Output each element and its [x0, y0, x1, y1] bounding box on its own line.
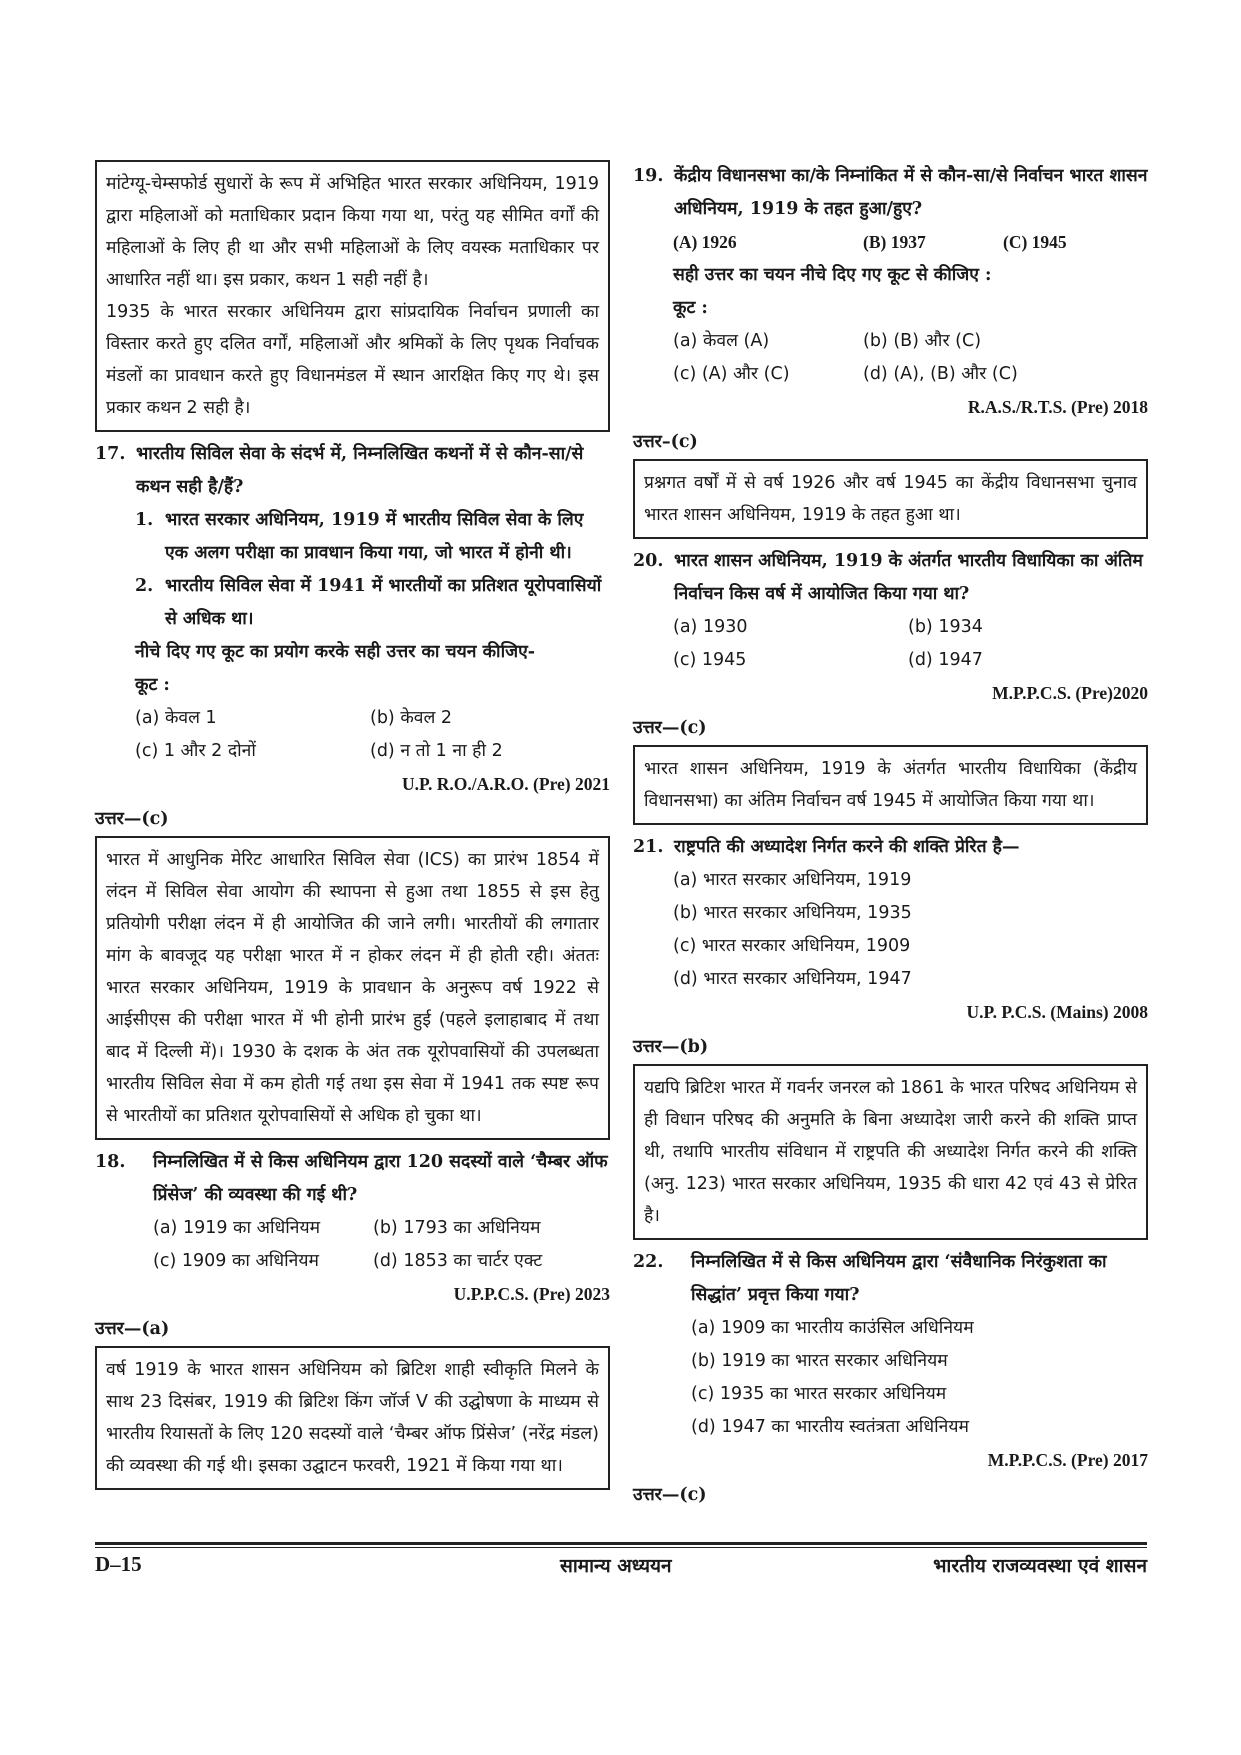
instruction: सही उत्तर का चयन नीचे दिए गए कूट से कीजिए : — [673, 265, 992, 285]
question-text: निम्नलिखित में से किस अधिनियम द्वारा 120 सदस्यों वाले ‘चैम्बर ऑफ प्रिंसेज’ की व्यवस्था की गई थी? — [153, 1152, 608, 1205]
statement-number: 1. — [135, 510, 154, 530]
explanation-para: यद्यपि ब्रिटिश भारत में गवर्नर जनरल को 1861 के भारत परिषद अधिनियम से ही विधान परिषद की अनुमति के बिना अध्यादेश जारी करने की शक्ति प्राप्त थी, तथापि भारतीय संविधान में राष्ट्रपति की अध्यादेश निर्गत करने की शक्ति (अनु. 123) भारत सरकार अधिनियम, 1935 की धारा 42 एवं 43 से प्रेरित है। — [644, 1078, 1137, 1226]
question-text: निम्नलिखित में से किस अधिनियम द्वारा ‘संवैधानिक निरंकुशता का सिद्धांत’ प्रवृत्त किया गया? — [691, 1252, 1107, 1305]
koot-label: कूट : — [135, 675, 170, 695]
statement-1 — [135, 504, 610, 570]
option-d: (d) भारत सरकार अधिनियम, 1947 — [673, 969, 912, 989]
option-b: (b) केवल 2 — [370, 708, 453, 728]
page-number: D–15 — [95, 1552, 142, 1576]
answer-label: उत्तर–(c) — [633, 432, 698, 452]
option-b: (b) 1919 का भारत सरकार अधिनियम — [691, 1351, 948, 1371]
exam-source: U.P. P.C.S. (Mains) 2008 — [966, 1002, 1148, 1022]
question-number: 18. — [95, 1152, 126, 1172]
question-18 — [95, 1146, 610, 1212]
option-a: (a) केवल (A) — [673, 331, 770, 351]
options-21 — [673, 864, 1148, 996]
statement-text: भारत सरकार अधिनियम, 1919 में भारतीय सिविल सेवा के लिए एक अलग परीक्षा का प्रावधान किया गया, जो भारत में होनी थी। — [165, 510, 584, 563]
statement-2 — [135, 570, 610, 636]
explanation-para: वर्ष 1919 के भारत शासन अधिनियम को ब्रिटिश शाही स्वीकृति मिलने के साथ 23 दिसंबर, 1919 की ब्रिटिश किंग जॉर्ज V की उद्घोषणा के माध्यम से भारतीय रियासतों के लिए 120 सदस्यों वाले ‘चैम्बर ऑफ प्रिंसेज’ (नरेंद्र मंडल) की व्यवस्था की गई थी। इसका उद्घाटन फरवरी, 1921 में किया गया था। — [106, 1360, 599, 1476]
question-text: केंद्रीय विधानसभा का/के निम्नांकित में से कौन-सा/से निर्वाचन भारत शासन अधिनियम, 1919 के तहत हुआ/हुए? — [674, 166, 1148, 219]
explanation-box-17 — [95, 836, 610, 1140]
question-21 — [633, 831, 1148, 864]
exam-source: M.P.P.C.S. (Pre) 2017 — [987, 1450, 1148, 1470]
item-b: (B) 1937 — [863, 232, 926, 252]
footer-subject: सामान्य अध्ययन — [560, 1555, 672, 1577]
right-column — [633, 160, 1148, 1512]
footer-rule — [95, 1542, 1147, 1545]
option-b: (b) (B) और (C) — [863, 331, 982, 351]
answer-label: उत्तर—(c) — [633, 718, 707, 738]
item-c: (C) 1945 — [1003, 232, 1067, 252]
footer-rule-thin — [95, 1547, 1147, 1548]
option-a: (a) भारत सरकार अधिनियम, 1919 — [673, 870, 912, 890]
explanation-box-18 — [95, 1346, 610, 1490]
explanation-para: 1935 के भारत सरकार अधिनियम द्वारा सांप्रदायिक निर्वाचन प्रणाली का विस्तार करते हुए दलित वर्गों, महिलाओं और श्रमिकों के लिए पृथक निर्वाचक मंडलों का प्रावधान करते हुए विधानमंडल में स्थान आरक्षित किए गए थे। इस प्रकार कथन 2 सही है। — [106, 302, 599, 418]
option-b: (b) भारत सरकार अधिनियम, 1935 — [673, 903, 912, 923]
left-column — [95, 160, 610, 1496]
question-number: 21. — [633, 837, 664, 857]
explanation-box-20 — [633, 745, 1148, 825]
explanation-box-19 — [633, 459, 1148, 539]
exam-source: U.P. R.O./A.R.O. (Pre) 2021 — [401, 774, 610, 794]
options-19 — [673, 325, 1148, 391]
option-c: (c) (A) और (C) — [673, 364, 790, 384]
footer-title: भारतीय राजव्यवस्था एवं शासन — [933, 1555, 1147, 1577]
option-c: (c) 1909 का अधिनियम — [153, 1251, 319, 1271]
explanation-para: प्रश्नगत वर्षों में से वर्ष 1926 और वर्ष 1945 का केंद्रीय विधानसभा चुनाव भारत शासन अधिनियम, 1919 के तहत हुआ था। — [644, 473, 1137, 525]
option-a: (a) केवल 1 — [135, 708, 217, 728]
option-c: (c) 1 और 2 दोनों — [135, 741, 256, 761]
option-a: (a) 1930 — [673, 617, 748, 637]
question-number: 17. — [95, 444, 126, 464]
option-d: (d) 1853 का चार्टर एक्ट — [373, 1251, 543, 1271]
koot-label: कूट : — [673, 298, 708, 318]
explanation-box-21 — [633, 1064, 1148, 1240]
item-a: (A) 1926 — [673, 232, 737, 252]
option-c: (c) भारत सरकार अधिनियम, 1909 — [673, 936, 911, 956]
options-22 — [691, 1312, 1148, 1444]
statement-text: भारतीय सिविल सेवा में 1941 में भारतीयों का प्रतिशत यूरोपवासियों से अधिक था। — [165, 576, 602, 629]
question-20 — [633, 545, 1148, 611]
option-d: (d) 1947 — [908, 650, 983, 670]
question-text: राष्ट्रपति की अध्यादेश निर्गत करने की शक्ति प्रेरित है— — [674, 837, 1020, 857]
exam-source: U.P.P.C.S. (Pre) 2023 — [453, 1284, 610, 1304]
explanation-para: भारत शासन अधिनियम, 1919 के अंतर्गत भारतीय विधायिका (केंद्रीय विधानसभा) का अंतिम निर्वाचन वर्ष 1945 में आयोजित किया गया था। — [644, 759, 1137, 811]
question-text: भारतीय सिविल सेवा के संदर्भ में, निम्नलिखित कथनों में से कौन-सा/से कथन सही है/हैं? — [136, 444, 584, 497]
answer-label: उत्तर—(c) — [95, 809, 169, 829]
explanation-para: मांटेग्यू-चेम्सफोर्ड सुधारों के रूप में अभिहित भारत सरकार अधिनियम, 1919 द्वारा महिलाओं को मताधिकार प्रदान किया गया था, परंतु यह सीमित वर्गों की महिलाओं के लिए ही था और सभी महिलाओं के लिए वयस्क मताधिकार पर आधारित नहीं था। इस प्रकार, कथन 1 सही नहीं है। — [106, 174, 599, 290]
option-d: (d) 1947 का भारतीय स्वतंत्रता अधिनियम — [691, 1417, 969, 1437]
answer-label: उत्तर—(a) — [95, 1319, 170, 1339]
statement-number: 2. — [135, 576, 154, 596]
explanation-para: भारत में आधुनिक मेरिट आधारित सिविल सेवा (ICS) का प्रारंभ 1854 में लंदन में सिविल सेवा आयोग की स्थापना से हुआ तथा 1855 से इस हेतु प्रतियोगी परीक्षा लंदन में ही आयोजित की जाने लगी। भारतीयों की लगातार मांग के बावजूद यह परीक्षा भारत में न होकर लंदन में ही होती रही। अंततः भारत सरकार अधिनियम, 1919 के प्रावधान के अनुरूप वर्ष 1922 से आईसीएस की परीक्षा भारत में भी होनी प्रारंभ हुई (पहले इलाहाबाद में तथा बाद में दिल्ली में)। 1930 के दशक के अंत तक यूरोपवासियों की उपलब्धता भारतीय सिविल सेवा में कम होती गई तथा इस सेवा में 1941 तक स्पष्ट रूप से भारतीयों का प्रतिशत यूरोपवासियों से अधिक हो चुका था। — [106, 850, 599, 1126]
question-number: 19. — [633, 166, 664, 186]
question-22 — [633, 1246, 1148, 1312]
question-text: भारत शासन अधिनियम, 1919 के अंतर्गत भारतीय विधायिका का अंतिम निर्वाचन किस वर्ष में आयोजित किया गया था? — [674, 551, 1143, 604]
question-17 — [95, 438, 610, 504]
question-number: 22. — [633, 1252, 664, 1272]
option-b: (b) 1793 का अधिनियम — [373, 1218, 541, 1238]
answer-label: उत्तर—(c) — [633, 1485, 707, 1505]
question-19 — [633, 160, 1148, 226]
option-c: (c) 1945 — [673, 650, 747, 670]
answer-label: उत्तर—(b) — [633, 1037, 709, 1057]
exam-source: R.A.S./R.T.S. (Pre) 2018 — [967, 397, 1148, 417]
option-d: (d) (A), (B) और (C) — [863, 364, 1018, 384]
items-19 — [673, 226, 1148, 259]
option-d: (d) न तो 1 ना ही 2 — [370, 741, 503, 761]
question-number: 20. — [633, 551, 664, 571]
page-footer — [95, 1552, 1147, 1586]
options-18 — [153, 1212, 610, 1278]
option-b: (b) 1934 — [908, 617, 983, 637]
option-a: (a) 1919 का अधिनियम — [153, 1218, 321, 1238]
options-20 — [673, 611, 1148, 677]
option-c: (c) 1935 का भारत सरकार अधिनियम — [691, 1384, 947, 1404]
options-17 — [135, 702, 610, 768]
option-a: (a) 1909 का भारतीय काउंसिल अधिनियम — [691, 1318, 974, 1338]
exam-source: M.P.P.C.S. (Pre)2020 — [992, 683, 1148, 703]
instruction: नीचे दिए गए कूट का प्रयोग करके सही उत्तर का चयन कीजिए- — [135, 642, 536, 662]
explanation-box-16 — [95, 160, 610, 432]
